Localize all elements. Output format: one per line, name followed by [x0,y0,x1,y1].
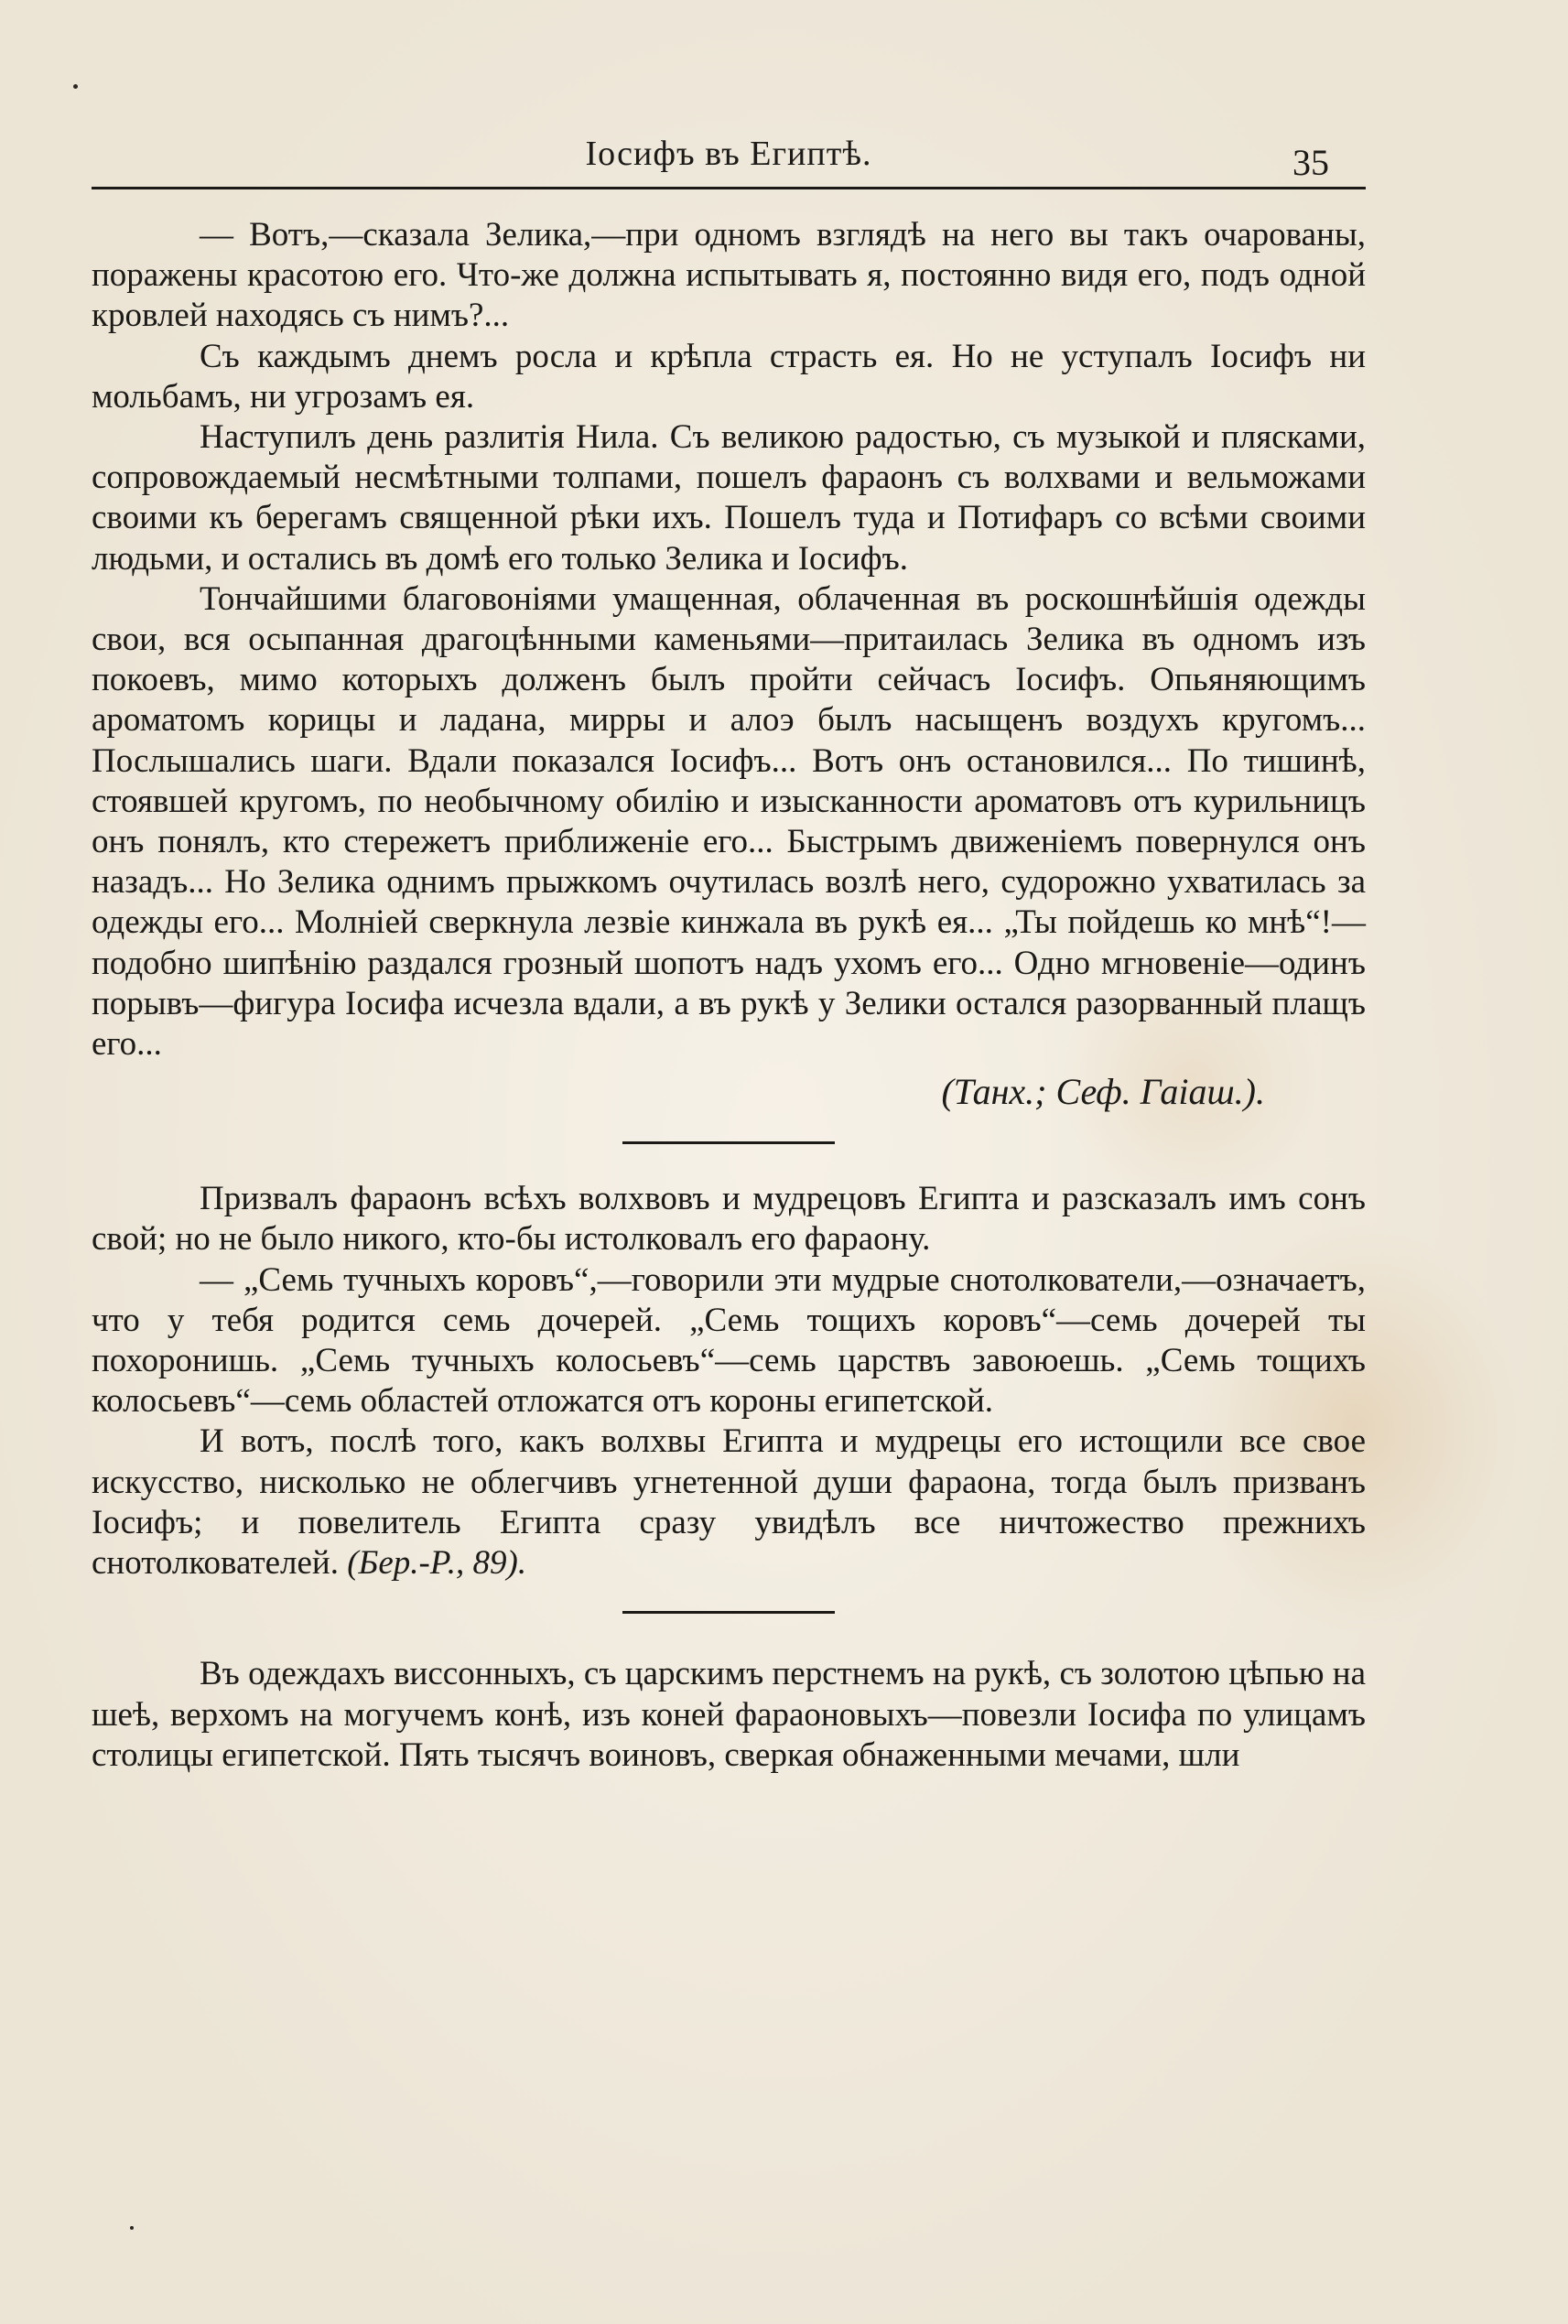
paragraph: Призвалъ фараонъ всѣхъ волхвовъ и мудрецовъ Египта и разсказалъ имъ сонъ свой; но не было никого, кто-бы истолковалъ его фараону. [92,1180,1366,1259]
page-body [92,215,1366,1776]
paragraph: Съ каждымъ днемъ росла и крѣпла страсть ея. Но не уступалъ Іосифъ ни мольбамъ, ни угрозамъ ея. [92,337,1366,416]
paragraph: Тончайшими благовоніями умащенная, облаченная въ роскошнѣйшія одежды свои, вся осыпанная драгоцѣнными каменьями—притаилась Зелика въ одномъ изъ покоевъ, мимо которыхъ долженъ былъ пройти сейчасъ Іосифъ. Опьяняющимъ ароматомъ корицы и ладана, мирры и алоэ былъ насыщенъ воздухъ кругомъ... Послышались шаги. Вдали показался Іосифъ... Вотъ онъ остановился... По тишинѣ, стоявшей кругомъ, по необычному обилію и изысканности ароматовъ отъ курильницъ онъ понялъ, кто стережетъ приближеніе его... Быстрымъ движеніемъ повернулся онъ назадъ... Но Зелика однимъ прыжкомъ очутилась возлѣ него, судорожно ухватилась за одежды его... Молніей сверкнула лезвіе кинжала въ рукѣ ея... „Ты пойдешь ко мнѣ“!—подобно шипѣнію раздался грозный шопотъ надъ ухомъ его... Одно мгновеніе—одинъ порывъ—фигура Іосифа исчезла вдали, а въ рукѣ у Зелики остался разорванный плащъ его... [92,579,1366,1064]
section-divider [622,1611,835,1614]
section-divider [622,1141,835,1144]
paragraph [92,1421,1366,1584]
ink-speck [73,84,78,89]
source-citation: (Бер.-Р., 89). [347,1544,527,1583]
ink-speck [130,2226,134,2230]
paragraph-text: И вотъ, послѣ того, какъ волхвы Египта и мудрецы его истощили все свое искусство, нисколько не облегчивъ угнетенной души фараона, тогда былъ призванъ Іосифъ; и повелитель Египта сразу увидѣлъ все ничтожество прежнихъ снотолкователей. [92,1422,1366,1583]
section-zelika [92,215,1366,1116]
section-pharaoh-dream [92,1179,1366,1584]
source-citation: (Танх.; Сеф. Гаіаш.). [941,1071,1265,1113]
page-header [92,128,1366,189]
paragraph: Въ одеждахъ виссонныхъ, съ царскимъ перстнемъ на рукѣ, съ золотою цѣпью на шеѣ, верхомъ на могучемъ конѣ, изъ коней фараоновыхъ—повезли Іосифа по улицамъ столицы египетской. Пять тысячъ воиновъ, сверкая обнаженными мечами, шли [92,1655,1366,1774]
page-number: 35 [1292,142,1329,183]
paragraph: Наступилъ день разлитія Нила. Съ великою радостью, съ музыкой и плясками, сопровождаемый несмѣтными толпами, пошелъ фараонъ съ волхвами и вельможами своими къ берегамъ священной рѣки ихъ. Пошелъ туда и Потифаръ со всѣми своими людьми, и остались въ домѣ его только Зелика и Іосифъ. [92,418,1366,578]
running-title: Іосифъ въ Египтѣ. [585,135,872,173]
paragraph: — „Семь тучныхъ коровъ“,—говорили эти мудрые снотолкователи,—означаетъ, что у тебя родится семь дочерей. „Семь тощихъ коровъ“—семь дочерей ты похоронишь. „Семь тучныхъ колосьевъ“—семь царствъ завоюешь. „Семь тощихъ колосьевъ“—семь областей отложатся отъ короны египетской. [92,1260,1366,1421]
section-procession [92,1654,1366,1776]
paragraph: — Вотъ,—сказала Зелика,—при одномъ взглядѣ на него вы такъ очарованы, поражены красотою его. Что-же должна испытывать я, постоянно видя его, подъ одной кровлей находясь съ нимъ?... [92,216,1366,335]
